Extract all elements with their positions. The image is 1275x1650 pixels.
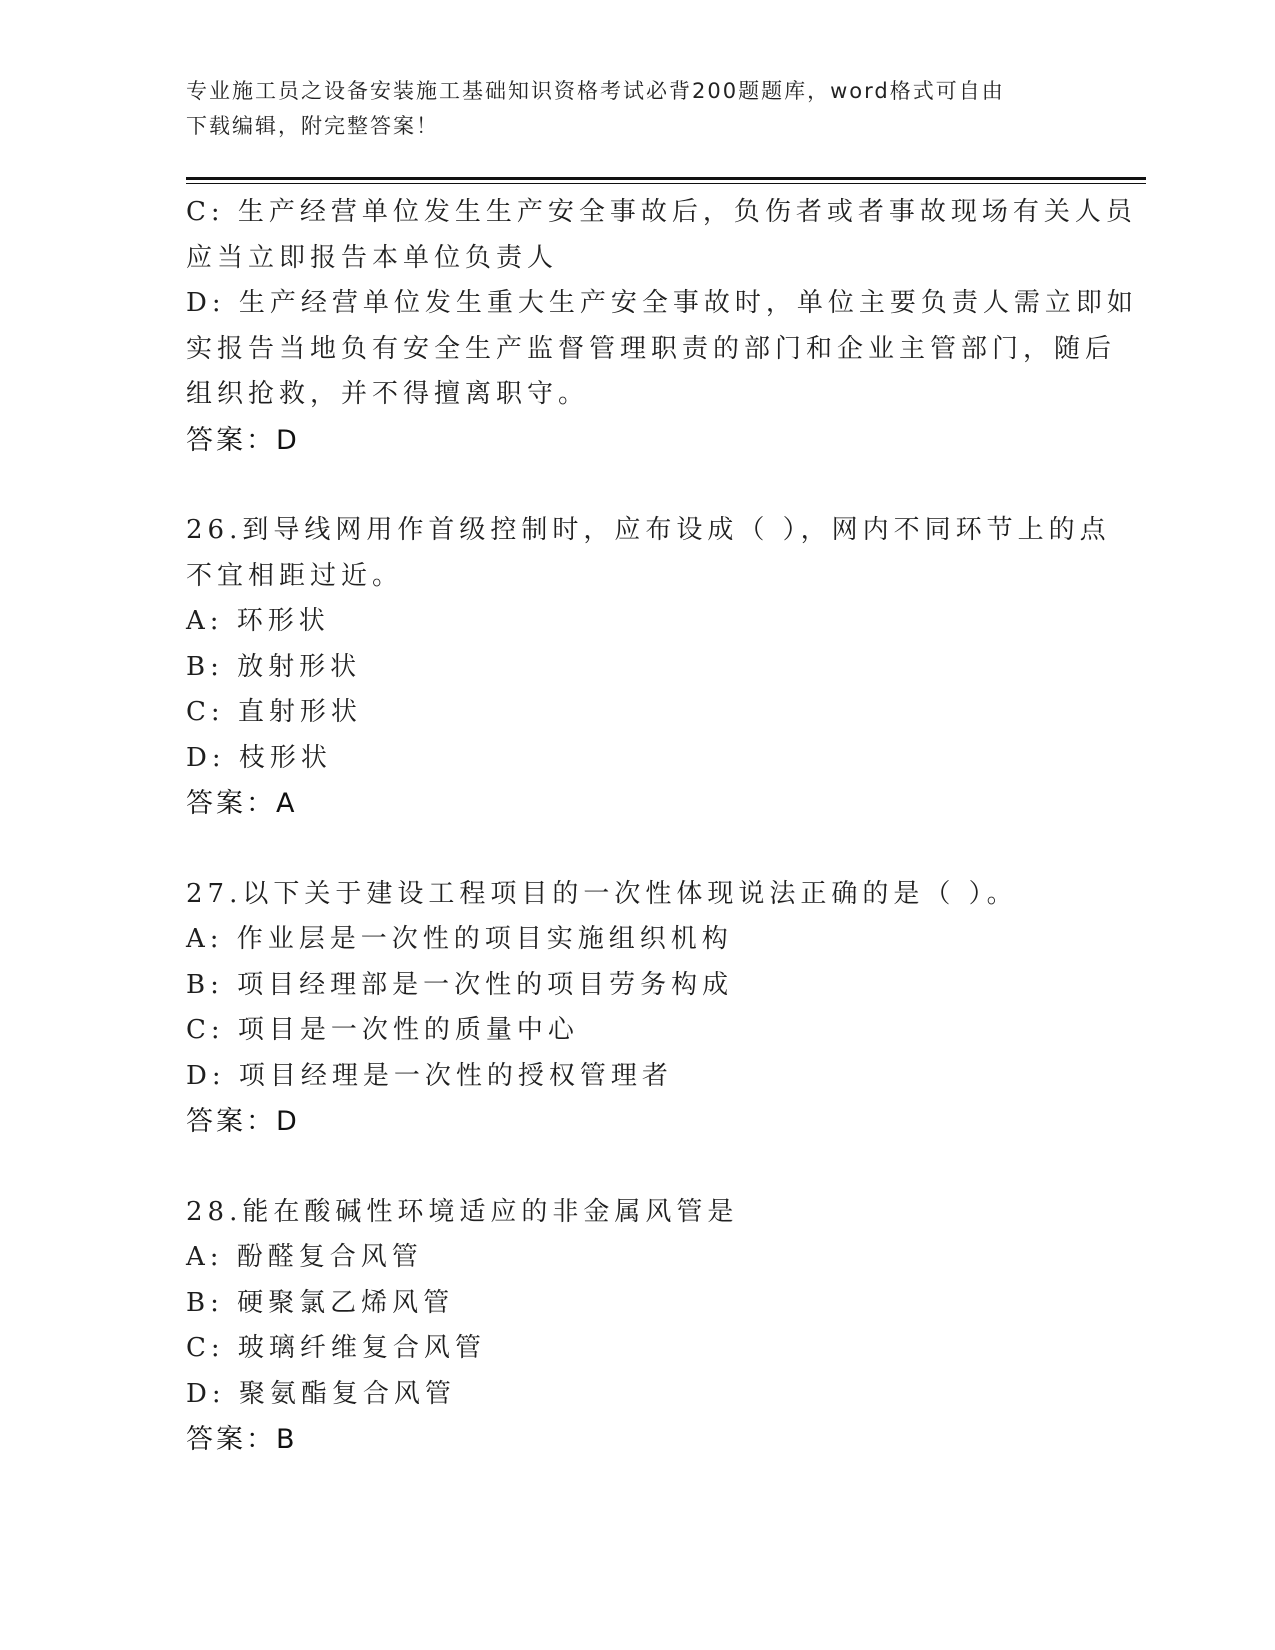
- option-b: B: 硬聚氯乙烯风管: [186, 1287, 455, 1318]
- option-a: A: 酚醛复合风管: [186, 1242, 423, 1272]
- option-d: D: 项目经理是一次性的授权管理者: [186, 1060, 673, 1091]
- option-a: A: 作业层是一次性的项目实施组织机构: [186, 924, 733, 954]
- answer-25: 答案：D: [186, 424, 300, 456]
- answer-27: 答案：D: [186, 1106, 300, 1137]
- question-stem-line-1: 26.到导线网用作首级控制时，应布设成（ ），网内不同环节上的点: [186, 515, 1111, 545]
- question-stem: 27.以下关于建设工程项目的一次性体现说法正确的是（ ）。: [186, 878, 1018, 909]
- answer-26: 答案：A: [186, 788, 298, 819]
- spacer: [186, 1145, 1086, 1190]
- option-c: C: 项目是一次性的质量中心: [186, 1015, 579, 1045]
- header-title-line-2: 下载编辑，附完整答案！: [186, 114, 439, 138]
- option-c: C: 直射形状: [186, 697, 362, 727]
- spacer: [186, 463, 1086, 508]
- option-d-line-1: D: 生产经营单位发生重大生产安全事故时，单位主要负责人需立即如: [186, 288, 1138, 318]
- option-c-line-2: 应当立即报告本单位负责人: [186, 242, 559, 273]
- question-25-continued: [186, 190, 1138, 463]
- question-stem: 28.能在酸碱性环境适应的非金属风管是: [186, 1196, 739, 1227]
- option-d: D: 聚氨酯复合风管: [186, 1378, 456, 1409]
- question-26: [186, 508, 1111, 827]
- option-a: A: 环形状: [186, 606, 330, 636]
- option-c: C: 玻璃纤维复合风管: [186, 1333, 486, 1363]
- page-header: [186, 74, 1086, 144]
- document-body: [186, 190, 1138, 1463]
- option-d-line-3: 组织抢救，并不得擅离职守。: [186, 379, 590, 409]
- header-title-line-1: 专业施工员之设备安装施工基础知识资格考试必背200题题库，word格式可自由: [186, 79, 1005, 103]
- option-d-line-2: 实报告当地负有安全生产监督管理职责的部门和企业主管部门，随后: [186, 333, 1117, 364]
- question-27: [186, 872, 1086, 1145]
- header-rule-thin: [186, 183, 1146, 184]
- option-b: B: 项目经理部是一次性的项目劳务构成: [186, 969, 734, 1000]
- option-b: B: 放射形状: [186, 651, 362, 682]
- question-28: [186, 1190, 1086, 1463]
- option-d: D: 枝形状: [186, 742, 332, 773]
- spacer: [186, 827, 1086, 872]
- option-c-line-1: C: 生产经营单位发生生产安全事故后，负伤者或者事故现场有关人员: [186, 197, 1137, 227]
- answer-28: 答案：B: [186, 1424, 298, 1455]
- header-rule-thick: [186, 177, 1146, 180]
- question-stem-line-2: 不宜相距过近。: [186, 560, 404, 591]
